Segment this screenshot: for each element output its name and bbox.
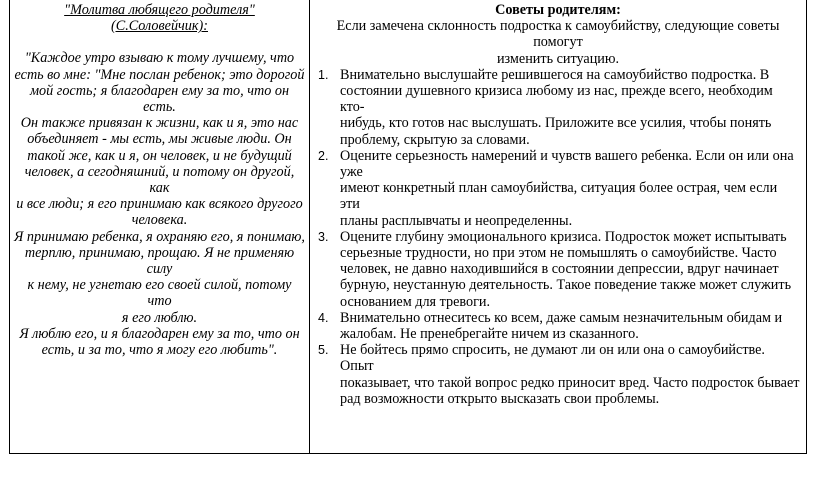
prayer-line: человек, а сегодняшний, и потому он другой, как bbox=[24, 163, 295, 197]
prayer-title: "Молитва любящего родителя" bbox=[64, 2, 255, 18]
advice-item bbox=[316, 67, 800, 148]
intro-line: изменить ситуацию. bbox=[496, 50, 620, 67]
advice-number: 2. bbox=[318, 148, 329, 163]
advice-line: нибудь, кто готов нас выслушать. Приложите все усилия, чтобы понять bbox=[340, 115, 772, 132]
advice-number: 5. bbox=[318, 343, 329, 358]
prayer-line: есть во мне: "Мне послан ребенок; это дорогой bbox=[14, 66, 305, 83]
prayer-line: я его люблю. bbox=[121, 309, 198, 326]
advice-number: 1. bbox=[318, 67, 329, 82]
advice-number: 4. bbox=[318, 310, 329, 325]
advice-column bbox=[310, 0, 806, 453]
advice-line: жалобам. Не пренебрегайте ничем из сказанного. bbox=[340, 326, 639, 343]
advice-line: основанием для тревоги. bbox=[340, 293, 491, 310]
advice-text bbox=[340, 342, 800, 407]
advice-line: показывает, что такой вопрос редко приносит вред. Часто подросток бывает bbox=[340, 374, 800, 391]
advice-text bbox=[340, 229, 800, 310]
prayer-line: и все люди; я его принимаю как всякого другого bbox=[16, 196, 303, 213]
document-table bbox=[9, 0, 807, 454]
advice-item bbox=[316, 229, 800, 310]
advice-line: Оцените глубину эмоционального кризиса. Подросток может испытывать bbox=[340, 228, 787, 245]
advice-list bbox=[316, 67, 800, 407]
advice-text bbox=[340, 310, 800, 342]
advice-line: Оцените серьезность намерений и чувств вашего ребенка. Если он или она уже bbox=[340, 147, 794, 181]
prayer-line: человека. bbox=[131, 212, 188, 229]
advice-title: Советы родителям: bbox=[495, 2, 621, 18]
advice-item bbox=[316, 310, 800, 342]
prayer-line: терплю, принимаю, прощаю. Я не применяю силу bbox=[24, 244, 295, 278]
advice-text bbox=[340, 148, 800, 229]
advice-line: бурную, неустанную деятельность. Такое поведение также может служить bbox=[340, 277, 792, 294]
spacer bbox=[14, 34, 305, 50]
prayer-line: к нему, не угнетаю его своей силой, потому что bbox=[27, 277, 292, 310]
prayer-line: мой гость; я благодарен ему за то, что он есть. bbox=[30, 82, 289, 116]
intro-line: Если замечена склонность подростка к самоубийству, следующие советы помогут bbox=[336, 18, 780, 51]
advice-line: Внимательно отнеситесь ко всем, даже самым незначительным обидам и bbox=[340, 309, 783, 326]
prayer-line: Я принимаю ребенка, я охраняю его, я понимаю, bbox=[14, 228, 305, 245]
prayer-line: "Каждое утро взываю к тому лучшему, что bbox=[24, 50, 295, 67]
advice-line: Внимательно выслушайте решившегося на самоубийство подростка. В bbox=[340, 66, 770, 83]
prayer-line: объединяет - мы есть, мы живые люди. Он bbox=[27, 131, 292, 148]
prayer-text bbox=[14, 50, 305, 358]
advice-text bbox=[340, 67, 800, 148]
prayer-line: есть, и за то, что я могу его любить". bbox=[41, 342, 278, 359]
advice-line: рад возможности открыто высказать свои проблемы. bbox=[340, 390, 660, 407]
prayer-line: такой же, как и я, он человек, и не будущий bbox=[27, 147, 292, 164]
advice-line: Не бойтесь прямо спросить, не думают ли он или она о самоубийстве. Опыт bbox=[340, 342, 765, 375]
advice-item bbox=[316, 148, 800, 229]
advice-item bbox=[316, 342, 800, 407]
advice-line: планы расплывчаты и неопределенны. bbox=[340, 212, 573, 229]
advice-line: проблему, скрытую за словами. bbox=[340, 131, 530, 148]
advice-number: 3. bbox=[318, 229, 329, 244]
prayer-line: Он также привязан к жизни, как и я, это нас bbox=[20, 115, 299, 132]
prayer-author: (С.Соловейчик): bbox=[111, 18, 208, 35]
advice-line: человек, не давно находившийся в состоянии депрессии, вдруг начинает bbox=[340, 261, 779, 278]
advice-line: серьезные трудности, но при этом не помышлять о самоубийстве. Часто bbox=[340, 245, 777, 262]
advice-line: имеют конкретный план самоубийства, ситуация более острая, чем если эти bbox=[340, 180, 778, 213]
prayer-line: Я люблю его, и я благодарен ему за то, что он bbox=[19, 325, 300, 342]
advice-line: состоянии душевного кризиса любому из нас, прежде всего, необходим кто- bbox=[340, 83, 773, 116]
advice-intro bbox=[316, 18, 800, 67]
prayer-column bbox=[10, 0, 310, 453]
